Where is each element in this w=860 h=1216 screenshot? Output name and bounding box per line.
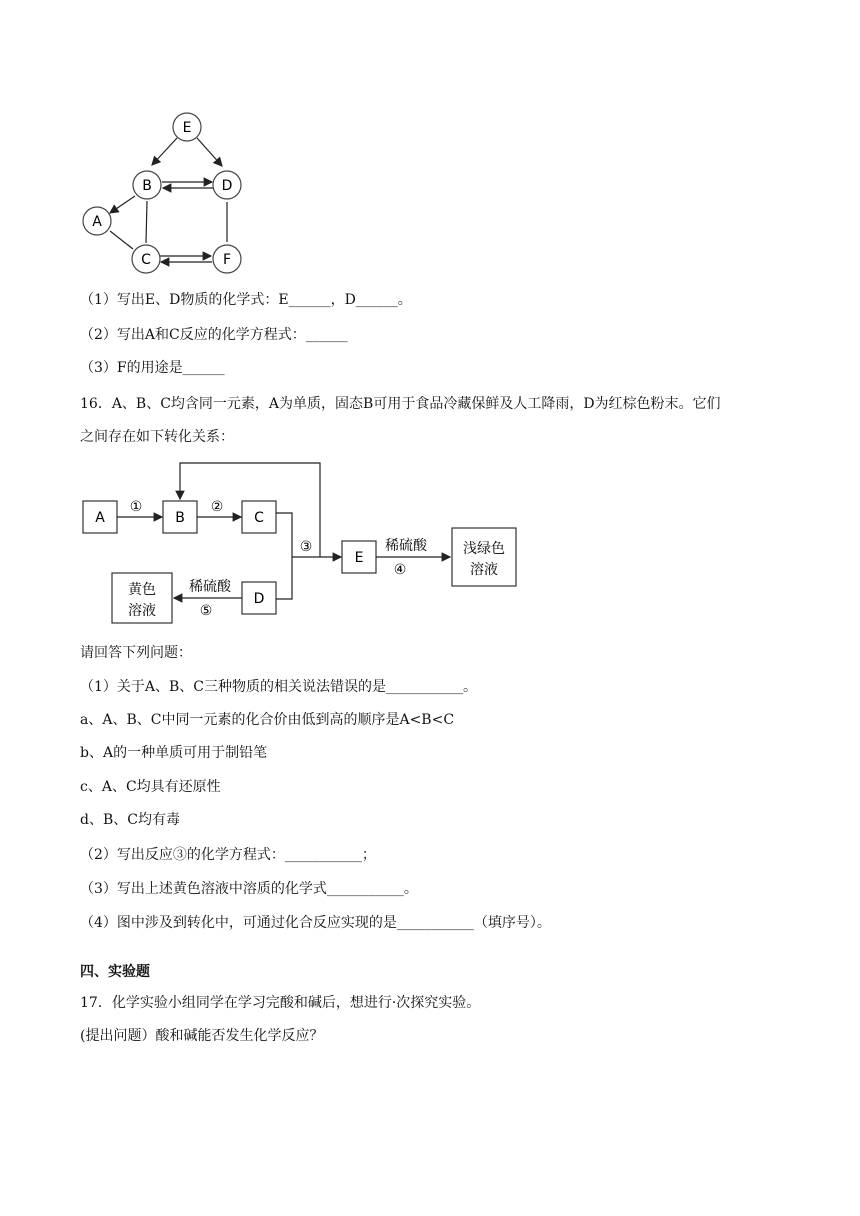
step-2-label: ②	[210, 499, 224, 515]
box-yellow-solution	[112, 573, 172, 623]
node-a	[83, 207, 111, 235]
svg-text:A: A	[95, 510, 105, 526]
q15-sub3: （3）F的用途是______	[80, 360, 225, 376]
q16-stem-line1: 16．A、B、C均含同一元素，A为单质，固态B可用于食品冷藏保鲜及人工降雨，D为红棕色粉末。它们	[80, 396, 721, 412]
edge-b-a	[110, 196, 135, 213]
svg-text:溶液: 溶液	[128, 603, 156, 619]
svg-text:浅绿色: 浅绿色	[463, 541, 505, 557]
step-3-label: ③	[299, 539, 313, 555]
node-c	[132, 245, 160, 273]
reagent-d-label: 稀硫酸	[189, 579, 231, 595]
svg-text:B: B	[175, 510, 185, 526]
q17-line2: (提出问题）酸和碱能否发生化学反应？	[80, 1028, 324, 1044]
svg-text:E: E	[182, 120, 192, 136]
svg-text:C: C	[141, 252, 151, 268]
section-title: 四、实验题	[80, 964, 150, 980]
relation-diagram	[70, 105, 270, 280]
conversion-flowchart	[70, 458, 540, 630]
svg-text:D: D	[221, 178, 233, 194]
box-b	[163, 501, 197, 533]
node-d	[213, 171, 241, 199]
svg-text:D: D	[253, 591, 265, 607]
q16-option-d: d、B、C均有毒	[80, 812, 180, 828]
step-1-label: ①	[129, 499, 143, 515]
q16-stem-line2: 之间存在如下转化关系：	[80, 429, 234, 445]
svg-text:溶液: 溶液	[470, 562, 498, 578]
edge-a-c	[110, 231, 133, 249]
q16-option-b: b、A的一种单质可用于制铅笔	[80, 745, 268, 761]
q15-sub1: （1）写出E、D物质的化学式：E______，D______。	[80, 292, 412, 308]
svg-text:F: F	[222, 252, 232, 268]
q16-sub2: （2）写出反应③的化学方程式：___________；	[80, 847, 376, 863]
svg-text:C: C	[254, 510, 264, 526]
box-d	[242, 582, 276, 614]
svg-text:黄色: 黄色	[128, 582, 156, 598]
q16-sub1: （1）关于A、B、C三种物质的相关说法错误的是___________。	[80, 679, 478, 695]
q17-line1: 17．化学实验小组同学在学习完酸和碱后，想进行·次探究实验。	[80, 995, 481, 1011]
svg-text:A: A	[92, 214, 102, 230]
q15-sub2: （2）写出A和C反应的化学方程式：______	[80, 327, 348, 343]
node-b	[133, 171, 161, 199]
q16-sub3: （3）写出上述黄色溶液中溶质的化学式___________。	[80, 881, 418, 897]
q16-option-c: c、A、C均具有还原性	[80, 779, 221, 795]
box-e	[342, 541, 376, 573]
svg-text:B: B	[142, 178, 152, 194]
svg-text:E: E	[354, 550, 364, 566]
q16-sub4: （4）图中涉及到转化中，可通过化合反应实现的是___________（填序号）。	[80, 915, 551, 931]
node-e	[173, 113, 201, 141]
q16-prompt: 请回答下列问题：	[80, 645, 192, 661]
edge-e-b	[152, 138, 177, 165]
step-5-label: ⑤	[199, 603, 213, 619]
step-4-label: ④	[393, 562, 407, 578]
edge-b-c	[146, 201, 147, 243]
box-a	[83, 501, 117, 533]
reagent-e-label: 稀硫酸	[385, 538, 427, 554]
bracket-c-d	[276, 513, 292, 599]
edge-e-d	[197, 138, 222, 166]
box-c	[242, 501, 276, 533]
node-f	[213, 245, 241, 273]
box-green-solution	[452, 528, 516, 586]
q16-option-a: a、A、B、C中同一元素的化合价由低到高的顺序是A<B<C	[80, 712, 455, 728]
